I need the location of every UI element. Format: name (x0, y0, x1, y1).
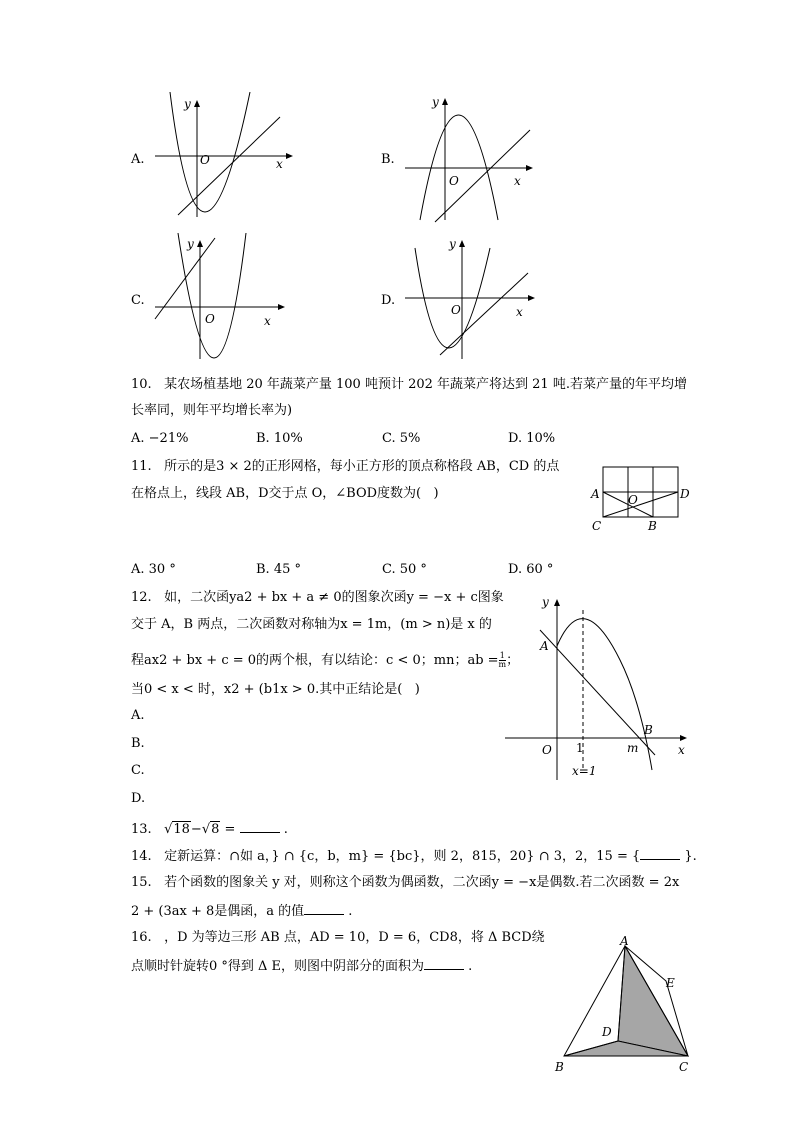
q12-option-d: D. (131, 791, 146, 806)
q11-line2: 在格点上，线段 AB，D交于点 O，∠BOD度数为( ) (131, 486, 439, 501)
svg-text:y: y (449, 237, 456, 251)
q12-figure (500, 590, 700, 780)
q15-line2: 2 + (3ax + 8是偶函，a 的值 . (131, 904, 353, 919)
q16-line2: 点顺时针旋转0 °得到 Δ E，则图中阴部分的面积为 . (131, 959, 473, 974)
q11-option-b: B. 45 ° (256, 562, 301, 577)
q11-line1: 11. 所示的是3 × 2的正形网格，每小正方形的顶点称格段 AB，CD 的点 (131, 459, 560, 474)
q16-line1: 16. ，D 为等边三形 AB 点，AD = 10，D = 6，CD8，将 Δ BCD绕 (131, 930, 545, 945)
y-axis-label: y (184, 97, 191, 111)
x-axis-label: x (276, 157, 283, 171)
svg-text:x: x (514, 174, 521, 188)
svg-text:x: x (516, 305, 523, 319)
option-d-label: D. (381, 293, 396, 308)
svg-text:O: O (628, 493, 638, 507)
answer-blank (424, 957, 464, 970)
svg-text:E: E (666, 976, 675, 990)
q11-option-c: C. 50 ° (382, 562, 427, 577)
svg-text:D: D (680, 487, 690, 501)
svg-text:B: B (648, 519, 657, 533)
svg-text:O: O (542, 743, 552, 757)
option-b-label: B. (381, 152, 395, 167)
svg-text:D: D (602, 1025, 612, 1039)
origin-label: O (200, 153, 210, 167)
q12-option-a: A. (131, 708, 145, 723)
answer-blank (304, 902, 344, 915)
q11-option-d: D. 60 ° (508, 562, 554, 577)
svg-text:y: y (432, 95, 439, 109)
q10-option-b: B. 10% (256, 431, 303, 446)
q12-line2: 交于 A，B 两点，二次函数对称轴为x = 1m，(m > n)是 x 的 (131, 617, 492, 632)
svg-text:x: x (264, 314, 271, 328)
q13-line: 13. √18−√8 = . (131, 822, 288, 837)
q10-line2: 长率同，则年平均增长率为) (131, 403, 293, 418)
answer-blank (240, 820, 280, 833)
svg-text:C: C (679, 1060, 689, 1074)
q10-option-c: C. 5% (382, 431, 421, 446)
svg-text:A: A (591, 487, 600, 501)
answer-blank (640, 847, 680, 860)
fraction-one-over-m: $\frac{1}{m}$ (498, 651, 507, 669)
svg-text:A: A (540, 639, 549, 653)
option-d-graph (400, 233, 540, 363)
option-a-label: A. (131, 152, 145, 167)
svg-text:1: 1 (576, 741, 584, 755)
option-a-graph (150, 92, 300, 222)
svg-text:B: B (555, 1060, 564, 1074)
option-b-graph (400, 90, 550, 225)
svg-text:m: m (627, 741, 639, 755)
q11-grid-figure (588, 462, 698, 537)
svg-text:A: A (620, 934, 629, 948)
svg-text:y: y (187, 237, 194, 251)
q10-option-d: D. 10% (508, 431, 556, 446)
q12-line3: 程ax2 + bx + c = 0的两个根，有以结论：c < 0；mn；ab = $\frac{1}{m}$ ； (131, 651, 520, 669)
q12-option-c: C. (131, 763, 145, 778)
q10-option-a: A. −21% (131, 431, 189, 446)
option-c-label: C. (131, 293, 145, 308)
q14-line: 14. 定新运算：∩如 a，} ∩ {c，b，m} = {bc}，则 2，815，20} ∩ 3，2，15 = { }. (131, 849, 697, 864)
svg-text:x=1: x=1 (572, 764, 597, 778)
q12-option-b: B. (131, 736, 145, 751)
q10-line1: 10. 某农场植基地 20 年蔬菜产量 100 吨预计 202 年蔬菜产将达到 21 吨.若菜产量的年平均增 (131, 377, 687, 392)
svg-text:O: O (205, 312, 215, 326)
svg-text:y: y (542, 595, 549, 609)
q12-line1: 12. 如，二次函ya2 + bx + a ≠ 0的图象次函y = −x + c图象 (131, 590, 504, 605)
option-c-graph (150, 233, 290, 363)
svg-text:x: x (678, 743, 685, 757)
q15-line1: 15. 若个函数的图象关 y 对，则称这个函数为偶函数，二次函y = −x是偶数.若二次函数 = 2x (131, 875, 680, 890)
svg-text:O: O (451, 303, 461, 317)
q12-line4: 当0 < x < 时，x2 + (b1x > 0.其中正结论是( ) (131, 682, 420, 697)
q11-option-a: A. 30 ° (131, 562, 176, 577)
svg-text:C: C (592, 519, 602, 533)
svg-text:O: O (449, 174, 459, 188)
svg-text:B: B (644, 723, 653, 737)
q16-triangle-figure (548, 933, 708, 1078)
